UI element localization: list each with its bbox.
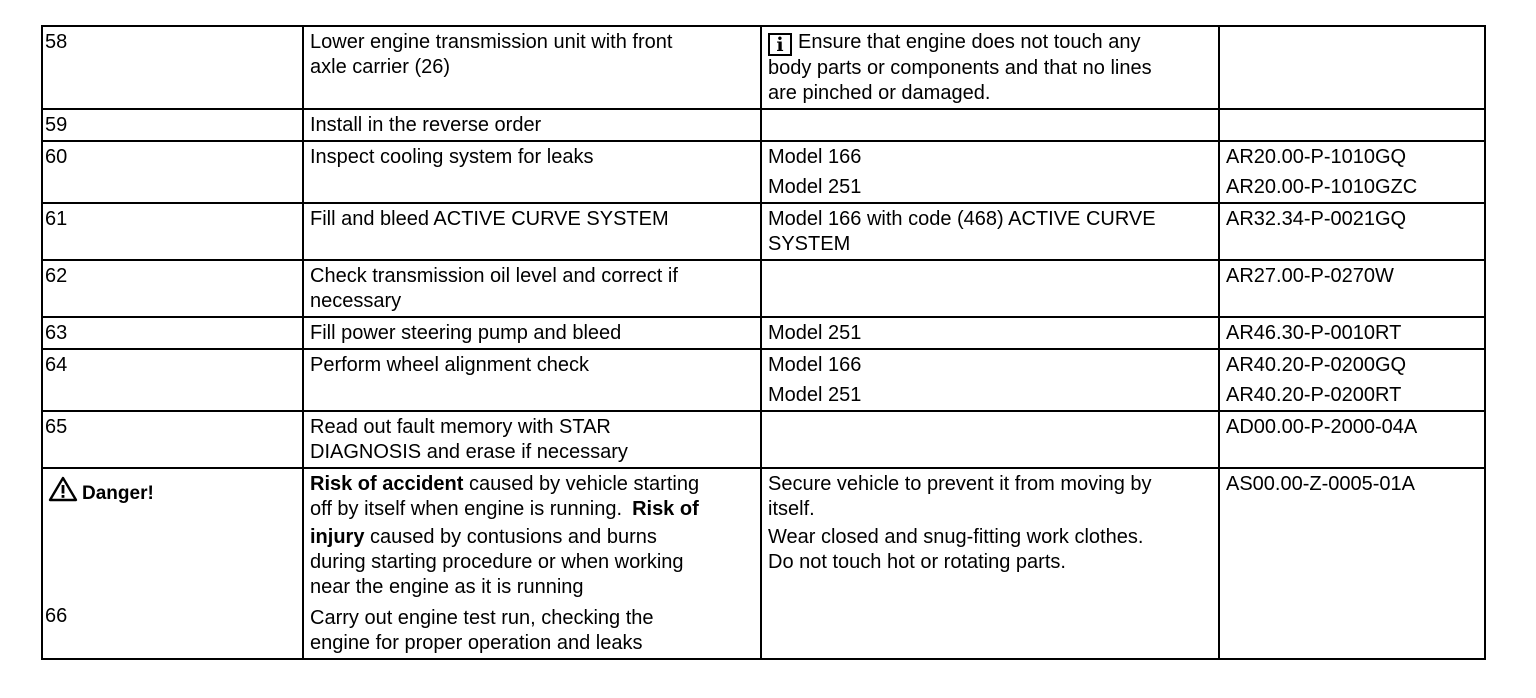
step-number: 60 [45,146,68,168]
step-action-cell [303,109,761,141]
risk-line: near the engine as it is running [310,576,584,598]
danger-reference-cell [1219,468,1485,659]
warning-triangle-icon [48,476,78,502]
step-note-cell [761,109,1219,141]
step-action-cell [303,26,761,109]
step-number: 61 [45,208,68,230]
step-action-cell [303,260,761,317]
note-text: Model 251 [768,322,862,344]
action-text: DIAGNOSIS and erase if necessary [310,441,628,463]
step-reference-cell [1219,411,1485,468]
risk-accident-label: Risk of accident [310,473,464,495]
spacer [45,506,296,604]
table-row [42,411,1485,468]
risk-accident-text: caused by vehicle starting [463,473,700,495]
table-row [42,317,1485,349]
action-text: engine for proper operation and leaks [310,632,643,654]
danger-label-text: Danger! [82,483,154,504]
step-note-cell [761,141,1219,203]
document-reference: AR40.20-P-0200GQ [1226,354,1407,376]
note-text: Model 166 [768,146,862,168]
document-reference: AR46.30-P-0010RT [1226,322,1402,344]
step-number-cell [42,141,303,203]
info-icon: i [768,33,792,56]
risk-line: during starting procedure or when working [310,551,684,573]
step-number: 58 [45,31,68,53]
step-note-cell [761,411,1219,468]
step-number-cell [42,317,303,349]
action-text: Fill power steering pump and bleed [310,322,622,344]
action-text: Check transmission oil level and correct if [310,265,678,287]
document-reference: AD00.00-P-2000-04A [1226,416,1418,438]
risk-line [310,525,754,550]
action-text: Carry out engine test run, checking the [310,607,654,629]
document-reference: AR27.00-P-0270W [1226,265,1394,287]
note-text-content: Ensure that engine does not touch any [798,31,1141,53]
step-note-cell [761,260,1219,317]
action-text: Install in the reverse order [310,114,542,136]
danger-label-cell [42,468,303,659]
table-row [42,349,1485,411]
measure-text: Do not touch hot or rotating parts. [768,551,1066,573]
table-row [42,109,1485,141]
step-reference-cell [1219,109,1485,141]
risk-accident-text-2: off by itself when engine is running. [310,498,623,520]
risk-line [310,497,754,522]
note-text: Model 251 [768,176,862,198]
step-note-cell [761,317,1219,349]
document-reference: AR32.34-P-0021GQ [1226,208,1407,230]
step-action-cell [303,349,761,411]
step-note-cell [761,203,1219,260]
step-number-cell [42,203,303,260]
note-text: body parts or components and that no lines [768,57,1152,79]
step-action-cell [303,317,761,349]
action-text: axle carrier (26) [310,56,451,78]
risk-injury-label: Risk of [632,498,699,520]
action-text: Fill and bleed ACTIVE CURVE SYSTEM [310,208,669,230]
table-row [42,203,1485,260]
danger-label-line [45,476,296,506]
step-number: 62 [45,265,68,287]
document-reference: AS00.00-Z-0005-01A [1226,473,1416,495]
action-text: Perform wheel alignment check [310,354,590,376]
measure-text: Wear closed and snug-fitting work clothes. [768,526,1144,548]
step-number-cell [42,109,303,141]
note-text: Model 166 with code (468) ACTIVE CURVE [768,208,1156,230]
table-row [42,26,1485,109]
repair-steps-table [41,25,1486,660]
risk-injury-text: caused by contusions and burns [364,526,657,548]
note-text [768,30,1212,56]
document-reference: AR20.00-P-1010GZC [1226,176,1418,198]
measure-text: Secure vehicle to prevent it from moving by [768,473,1152,495]
steps-table-body [42,26,1485,659]
note-text: Model 251 [768,384,862,406]
step-action-cell [303,411,761,468]
danger-risk-cell [303,468,761,659]
table-row [42,260,1485,317]
step-number: 65 [45,416,68,438]
table-row-danger [42,468,1485,659]
measure-text: itself. [768,498,815,520]
note-text: SYSTEM [768,233,851,255]
step-reference-cell [1219,349,1485,411]
step-number: 64 [45,354,68,376]
risk-injury-label-2: injury [310,526,365,548]
step-reference-cell [1219,26,1485,109]
step-reference-cell [1219,260,1485,317]
table-row [42,141,1485,203]
document-reference: AR20.00-P-1010GQ [1226,146,1407,168]
step-reference-cell [1219,141,1485,203]
step-number-cell [42,260,303,317]
step-number-cell [42,26,303,109]
step-number-cell [42,411,303,468]
step-action-cell [303,141,761,203]
note-text: Model 166 [768,354,862,376]
danger-measure-cell [761,468,1219,659]
note-text: are pinched or damaged. [768,82,991,104]
step-reference-cell [1219,203,1485,260]
step-number-cell [42,349,303,411]
step-action-cell [303,203,761,260]
step-number: 59 [45,114,68,136]
risk-line [310,472,754,497]
step-number: 63 [45,322,68,344]
step-reference-cell [1219,317,1485,349]
step-number: 66 [45,605,68,627]
step-note-cell [761,26,1219,109]
action-text: necessary [310,290,402,312]
action-text: Inspect cooling system for leaks [310,146,594,168]
document-reference: AR40.20-P-0200RT [1226,384,1402,406]
action-text: Lower engine transmission unit with front [310,31,673,53]
action-text: Read out fault memory with STAR [310,416,611,438]
step-note-cell [761,349,1219,411]
